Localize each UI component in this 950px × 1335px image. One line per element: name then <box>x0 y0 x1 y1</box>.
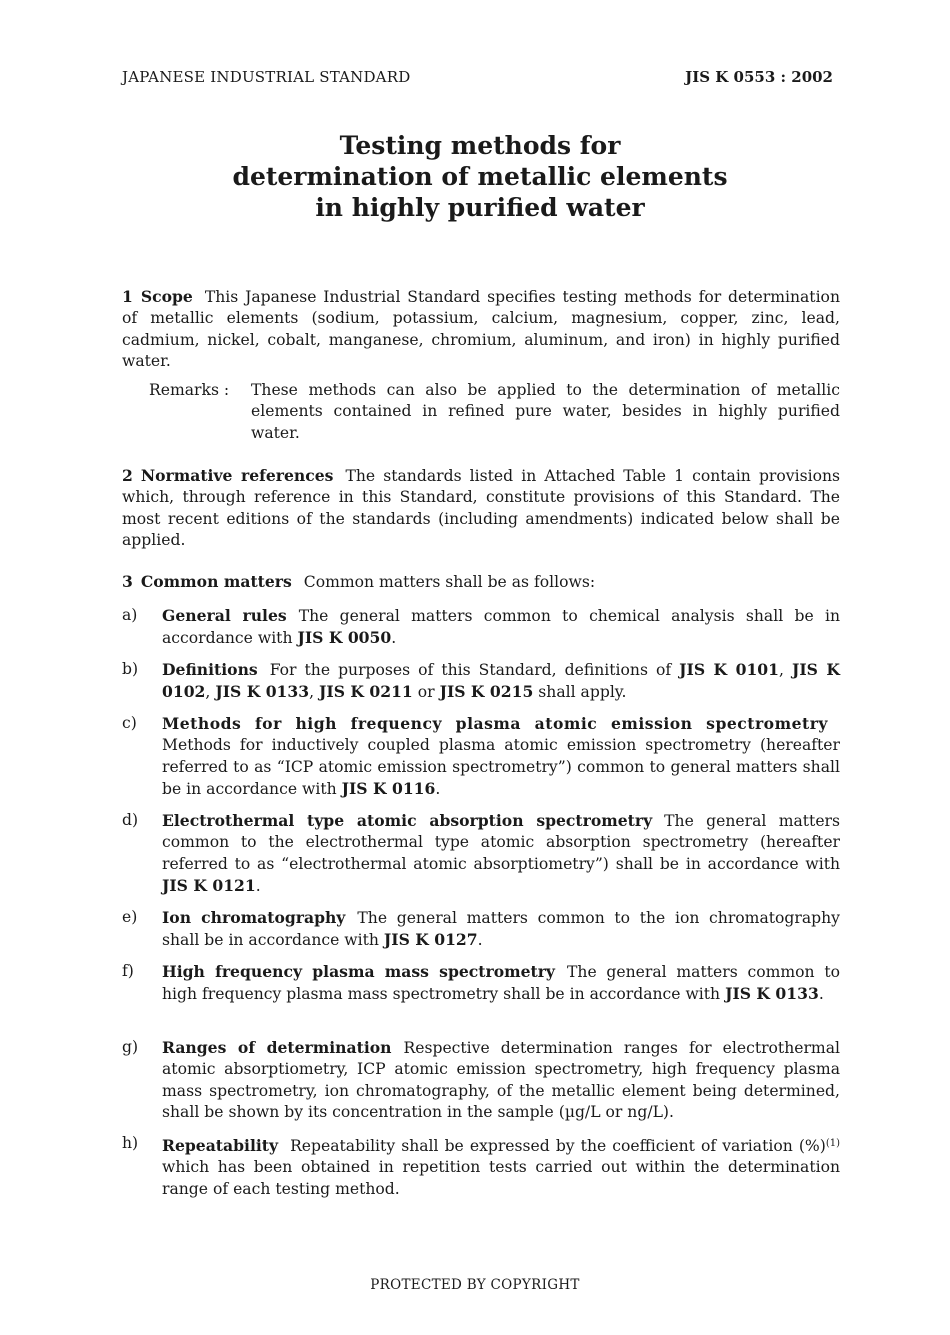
standard-reference: JIS K 0101 <box>679 660 780 679</box>
title-line-3: in highly purified water <box>315 193 645 222</box>
item-punct: , <box>205 683 211 702</box>
list-item-a <box>122 605 840 650</box>
section-title: Common matters <box>140 572 292 591</box>
item-text: Respective determination ranges for electrothermal atomic absorptiometry, ICP atomic emission spectrometry, high frequency plasma mass spectrometry, ion chromatography, of the metallic element being determined, shall be shown by its concentration in the sample (µg/L or ng/L). <box>162 1039 840 1121</box>
item-text: The general matters common to the electrothermal type atomic absorption spectrometry (hereafter referred to as “electrothermal atomic absorptiometry”) shall be in accordance with <box>162 812 841 873</box>
document-title <box>0 130 950 223</box>
item-title: Ranges of determination <box>162 1038 392 1057</box>
section-number: 1 <box>122 287 133 306</box>
item-text: which has been obtained in repetition tests carried out within the determination range of each testing method. <box>162 1158 840 1198</box>
list-item-c <box>122 713 840 800</box>
item-punct: . <box>391 629 397 648</box>
item-title: General rules <box>162 606 287 625</box>
section-text: The standards listed in Attached Table 1 contain provisions which, through reference in this Standard, constitute provisions of this Standard. The most recent editions of the standards (including amendments) indicated below shall be applied. <box>122 467 840 549</box>
standard-reference: JIS K 0102 <box>162 660 840 702</box>
item-label: d) <box>122 811 139 829</box>
item-text: The general matters common to the ion chromatography shall be in accordance with <box>162 909 840 950</box>
standard-reference: JIS K 0133 <box>215 682 310 702</box>
item-punct: , <box>309 683 315 702</box>
item-punct: . <box>255 876 261 895</box>
list-item-g <box>122 1037 840 1123</box>
item-title: Electrothermal type atomic absorption spectrometry <box>162 811 653 830</box>
standard-reference: JIS K 0116 <box>341 778 436 798</box>
title-line-1: Testing methods for <box>339 131 621 160</box>
item-punct: , <box>779 661 784 679</box>
section-number: 3 <box>122 572 133 591</box>
section-common-matters <box>122 571 840 593</box>
item-text: Methods for inductively coupled plasma atomic emission spectrometry (hereafter referred to as “ICP atomic emission spectrometry”) common to general matters shall be in accordance with <box>162 736 840 798</box>
item-label: c) <box>122 714 137 732</box>
item-punct: . <box>435 779 441 798</box>
list-item-h <box>122 1133 840 1200</box>
footnote-marker: (1) <box>825 1138 840 1149</box>
section-text: Common matters shall be as follows: <box>303 573 596 591</box>
list-item-d <box>122 810 840 897</box>
standard-reference: JIS K 0211 <box>319 682 413 702</box>
item-title: Methods for high frequency plasma atomic emission spectrometry <box>162 714 828 733</box>
scope-remarks <box>149 380 840 444</box>
standard-reference: JIS K 0050 <box>297 628 392 648</box>
standard-reference: JIS K 0215 <box>439 682 534 702</box>
item-title: Definitions <box>162 660 258 679</box>
section-title: Normative references <box>140 466 334 485</box>
item-label: e) <box>122 908 138 926</box>
item-text: The general matters common to high frequency plasma mass spectrometry shall be in accordance with <box>162 963 840 1004</box>
item-title: High frequency plasma mass spectrometry <box>162 962 555 981</box>
copyright-footer: PROTECTED BY COPYRIGHT <box>370 1277 580 1293</box>
item-text: Repeatability shall be expressed by the coefficient of variation (%) <box>290 1137 826 1155</box>
item-title: Repeatability <box>162 1136 279 1155</box>
standard-reference: JIS K 0133 <box>725 984 819 1004</box>
item-text: The general matters common to chemical analysis shall be in accordance with <box>162 607 840 648</box>
item-text: For the purposes of this Standard, definitions of <box>269 661 672 679</box>
section-title: Scope <box>140 287 193 306</box>
item-punct: . <box>477 931 483 950</box>
item-label: a) <box>122 606 138 624</box>
header-standard-number: JIS K 0553 : 2002 <box>685 68 833 86</box>
remarks-label: Remarks : <box>149 381 230 399</box>
section-number: 2 <box>122 466 133 485</box>
section-text: This Japanese Industrial Standard specifies testing methods for determination of metallic elements (sodium, potassium, calcium, magnesium, copper, zinc, lead, cadmium, nickel, cobalt, manganese, chromium, aluminum, and iron) in highly purified water. <box>122 288 840 370</box>
standard-reference: JIS K 0127 <box>383 930 478 950</box>
item-label: b) <box>122 660 139 678</box>
list-item-e <box>122 907 840 952</box>
section-scope <box>122 286 840 372</box>
header-standard-name: JAPANESE INDUSTRIAL STANDARD <box>122 68 411 86</box>
title-line-2: determination of metallic elements <box>232 162 728 191</box>
item-punct: . <box>818 985 824 1004</box>
item-text: or <box>417 683 435 702</box>
standard-reference: JIS K 0121 <box>162 875 256 895</box>
list-item-b <box>122 659 840 704</box>
list-item-f <box>122 961 840 1006</box>
item-label: h) <box>122 1134 139 1152</box>
item-label: g) <box>122 1038 139 1056</box>
remarks-text: These methods can also be applied to the determination of metallic elements contained in refined pure water, besides in highly purified water. <box>251 381 840 442</box>
item-title: Ion chromatography <box>162 908 346 927</box>
item-text: shall apply. <box>538 683 627 702</box>
section-normative-references <box>122 465 840 551</box>
item-label: f) <box>122 962 134 980</box>
